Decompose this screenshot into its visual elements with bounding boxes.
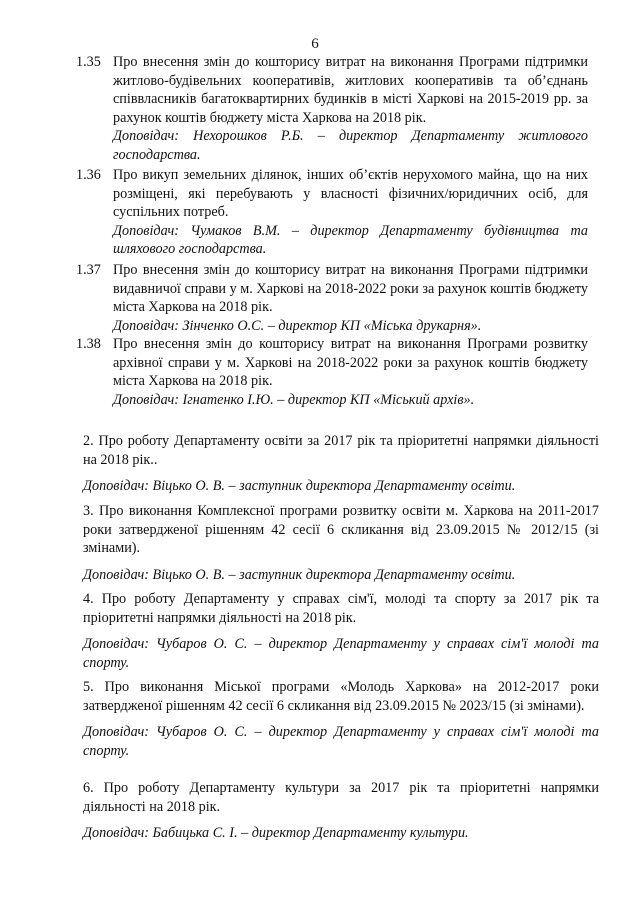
subitem-number: 1.36 xyxy=(76,167,101,183)
subitem-text: Про внесення змін до кошторису витрат на виконання Програми підтримки житлово-будівельних кооперативів, житлових кооперативів та об’єднань співвласників багатоквартирних будинків в місті Харкові на 2015-2019 рр. за рахунок коштів бюджету міста Харкова на 2018 рік. xyxy=(113,54,588,126)
subitem-speaker: Доповідач: Чумаков В.М. – директор Департаменту будівництва та шляхового господарства. xyxy=(113,222,588,258)
subitem-speaker: Доповідач: Ігнатенко І.Ю. – директор КП «Міський архів». xyxy=(113,391,475,408)
item-speaker: Доповідач: Чубаров О. С. – директор Департаменту у справах сім'ї молоді та спорту. xyxy=(83,724,599,759)
item-text: 3. Про виконання Комплексної програми розвитку освіти м. Харкова на 2011-2017 роки затвердженої рішенням 42 сесії 6 скликання від 23.09.2015 № 2012/15 (зі змінами). xyxy=(83,503,599,557)
agenda-item-6 xyxy=(83,779,599,843)
agenda-subitem-1-38 xyxy=(76,335,588,409)
agenda-item-5 xyxy=(83,678,599,760)
subitem-speaker: Доповідач: Зінченко О.С. – директор КП «Міська друкарня». xyxy=(113,317,482,334)
subitem-number: 1.35 xyxy=(76,54,101,70)
item-text: 2. Про роботу Департаменту освіти за 2017 рік та пріоритетні напрямки діяльності на 2018 рік.. xyxy=(83,433,599,468)
page-number: 6 xyxy=(311,36,319,52)
agenda-subitem-1-36 xyxy=(76,166,588,259)
item-speaker: Доповідач: Бабицька С. І. – директор Департаменту культури. xyxy=(83,825,469,842)
agenda-item-4 xyxy=(83,590,599,672)
item-speaker: Доповідач: Віцько О. В. – заступник директора Департаменту освіти. xyxy=(83,478,516,495)
item-speaker: Доповідач: Чубаров О. С. – директор Департаменту у справах сім'ї молоді та спорту. xyxy=(83,636,599,671)
subitem-text: Про викуп земельних ділянок, інших об’єктів нерухомого майна, що на них розміщені, які перебувають у власності фізичних/юридичних осіб, для суспільних потреб. xyxy=(113,167,588,221)
subitem-number: 1.38 xyxy=(76,336,101,352)
item-text: 5. Про виконання Міської програми «Молодь Харкова» на 2012-2017 роки затвердженої рішенням 42 сесії 6 скликання від 23.09.2015 № 2023/15 (зі змінами). xyxy=(83,679,599,714)
subitem-text: Про внесення змін до кошторису витрат на виконання Програми підтримки видавничої справи у м. Харкові на 2018-2022 роки за рахунок коштів бюджету міста Харкова на 2018 рік. xyxy=(113,262,588,316)
agenda-item-3 xyxy=(83,502,599,584)
agenda-item-2 xyxy=(83,432,599,496)
agenda-subitem-1-37 xyxy=(76,261,588,335)
subitem-speaker: Доповідач: Нехорошков Р.Б. – директор Департаменту житлового господарства. xyxy=(113,128,588,163)
subitem-number: 1.37 xyxy=(76,262,101,278)
item-text: 6. Про роботу Департаменту культури за 2017 рік та пріоритетні напрямки діяльності на 2018 рік. xyxy=(83,780,599,815)
subitem-text: Про внесення змін до кошторису витрат на виконання Програми розвитку архівної справи у м. Харкові на 2018-2022 роки за рахунок коштів бюджету міста Харкова на 2018 рік. xyxy=(113,336,588,390)
item-text: 4. Про роботу Департаменту у справах сім'ї, молоді та спорту за 2017 рік та пріоритетні напрямки діяльності на 2018 рік. xyxy=(83,591,599,626)
item-speaker: Доповідач: Віцько О. В. – заступник директора Департаменту освіти. xyxy=(83,566,516,583)
agenda-subitem-1-35 xyxy=(76,53,588,165)
